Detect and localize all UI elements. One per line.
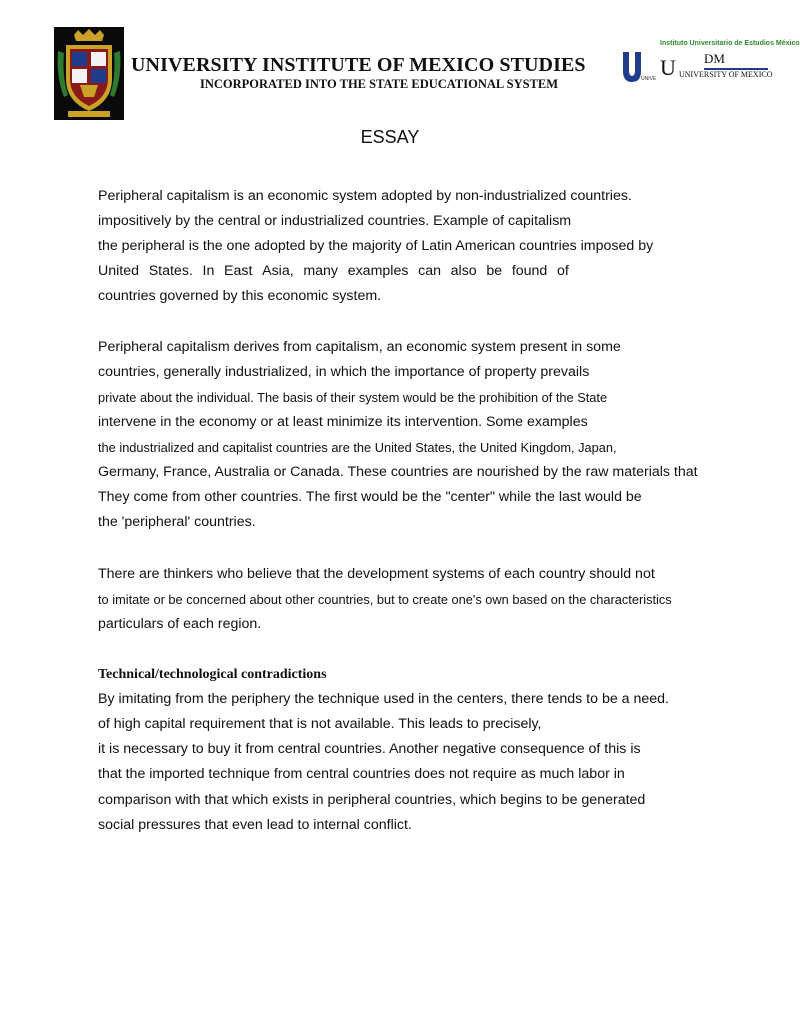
paragraph-1-line: the peripheral is the one adopted by the majority of Latin American countries imposed by bbox=[98, 238, 654, 254]
institute-logo bbox=[620, 38, 800, 90]
paragraph-1-line: impositively by the central or industrialized countries. Example of capitalism bbox=[98, 213, 572, 229]
institution-subtitle: INCORPORATED INTO THE STATE EDUCATIONAL SYSTEM bbox=[200, 77, 559, 91]
logo-university-text: UNIVERSITY OF MEXICO bbox=[679, 70, 773, 79]
paragraph-2-line: countries, generally industrialized, in which the importance of property prevails bbox=[98, 364, 590, 380]
paragraph-4-line: comparison with that which exists in peripheral countries, which begins to be generated bbox=[98, 792, 646, 808]
paragraph-4-line: social pressures that even lead to internal conflict. bbox=[98, 817, 412, 833]
paragraph-1-line: Peripheral capitalism is an economic system adopted by non-industrialized countries. bbox=[98, 188, 632, 204]
paragraph-2-line: Germany, France, Australia or Canada. These countries are nourished by the raw materials that bbox=[98, 464, 698, 480]
logo-dm: DM bbox=[704, 51, 725, 66]
paragraph-1-line: countries governed by this economic system. bbox=[98, 288, 382, 304]
paragraph-3-line: to imitate or be concerned about other countries, but to create one's own based on the characteristics bbox=[98, 592, 672, 607]
logo-top-text: Instituto Universitario de Estudios México bbox=[660, 40, 800, 47]
paragraph-2-line: Peripheral capitalism derives from capitalism, an economic system present in some bbox=[98, 339, 621, 355]
paragraph-2-line: private about the individual. The basis of their system would be the prohibition of the State bbox=[98, 390, 608, 405]
paragraph-2-line: intervene in the economy or at least minimize its intervention. Some examples bbox=[98, 414, 588, 430]
essay-title: ESSAY bbox=[360, 127, 420, 147]
paragraph-2-line: the industrialized and capitalist countries are the United States, the United Kingdom, Japan, bbox=[98, 440, 617, 455]
paragraph-2-line: They come from other countries. The first would be the "center" while the last would be bbox=[98, 489, 642, 505]
paragraph-3-line: There are thinkers who believe that the development systems of each country should not bbox=[98, 566, 655, 582]
logo-unive: UNIVE bbox=[641, 76, 657, 82]
paragraph-3-line: particulars of each region. bbox=[98, 616, 262, 632]
university-crest-icon bbox=[54, 27, 124, 120]
paragraph-2-line: the 'peripheral' countries. bbox=[98, 514, 256, 530]
section-heading: Technical/technological contradictions bbox=[98, 667, 327, 682]
paragraph-4-line: of high capital requirement that is not available. This leads to precisely, bbox=[98, 716, 542, 732]
paragraph-4-line: it is necessary to buy it from central countries. Another negative consequence of this is bbox=[98, 741, 641, 757]
institution-name: UNIVERSITY INSTITUTE OF MEXICO STUDIES bbox=[131, 54, 586, 76]
paragraph-4-line: By imitating from the periphery the technique used in the centers, there tends to be a need. bbox=[98, 691, 669, 707]
paragraph-4-line: that the imported technique from central countries does not require as much labor in bbox=[98, 766, 625, 782]
paragraph-1-line: United States. In East Asia, many examples can also be found of bbox=[98, 263, 569, 279]
logo-letter-u: U bbox=[660, 55, 676, 80]
